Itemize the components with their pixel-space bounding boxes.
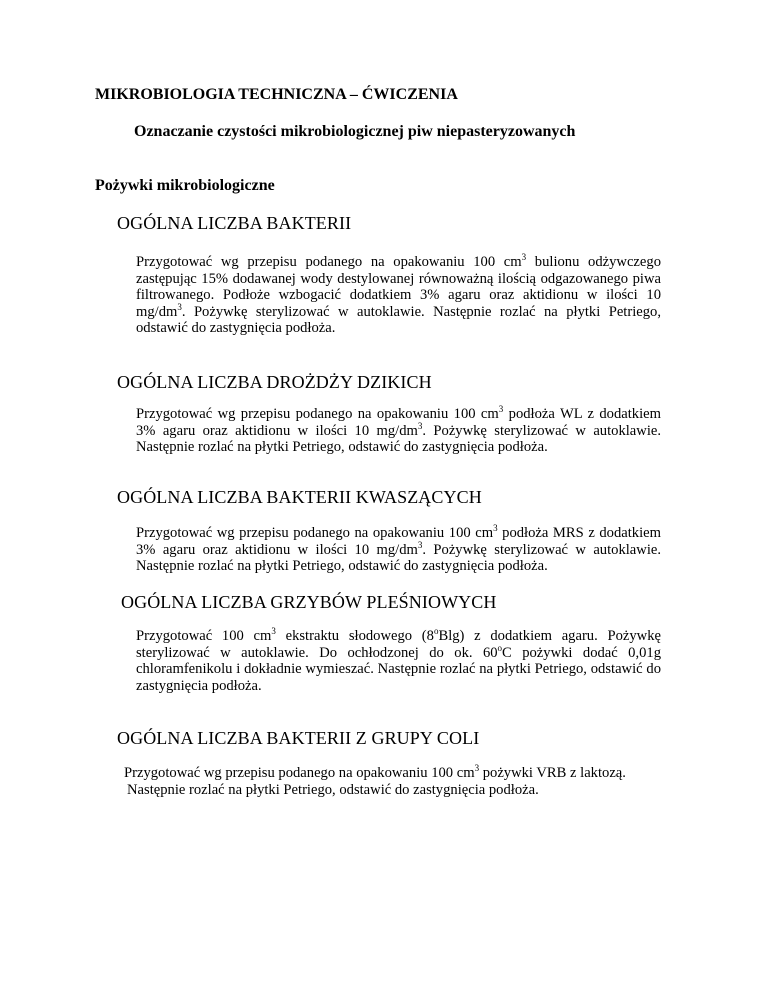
paragraph-bacteria-count	[136, 254, 661, 337]
heading-acid-bacteria-count: OGÓLNA LICZBA BAKTERII KWASZĄCYCH	[117, 487, 482, 507]
text-part: bulionu odżywczego zastępując 15% dodawanej wody destylowanej równoważną ilością odgazowanego piwa filtrowanego. Podłoże wzbogacić dodatkiem 3% agaru oraz aktidionu w ilości 10 mg/dm	[136, 254, 661, 320]
heading-coli-count: OGÓLNA LICZBA BAKTERII Z GRUPY COLI	[117, 728, 480, 748]
heading-wild-yeast-count: OGÓLNA LICZBA DROŻDŻY DZIKICH	[117, 372, 432, 392]
superscript: o	[497, 642, 503, 653]
text-part: Przygotować wg przepisu podanego na opakowaniu 100 cm	[136, 254, 522, 270]
text-part: ekstraktu słodowego (8	[275, 628, 434, 644]
superscript: 3	[177, 301, 182, 312]
paragraph-wild-yeast-count	[136, 406, 661, 456]
document-subtitle: Oznaczanie czystości mikrobiologicznej piw niepasteryzowanych	[134, 123, 576, 140]
text-part: . Pożywkę sterylizować w autoklawie. Następnie rozlać na płytki Petriego, odstawić do zastygnięcia podłoża.	[136, 303, 661, 336]
superscript: 3	[271, 626, 276, 636]
paragraph-coli-line-1	[124, 765, 626, 782]
superscript: 3	[521, 252, 527, 262]
superscript: 3	[474, 763, 480, 773]
heading-bacteria-count: OGÓLNA LICZBA BAKTERII	[117, 213, 352, 233]
superscript: 3	[493, 523, 498, 533]
superscript: 3	[417, 420, 423, 431]
heading-mold-count: OGÓLNA LICZBA GRZYBÓW PLEŚNIOWYCH	[121, 592, 497, 612]
text-part: Blg) z dodatkiem agaru. Pożywkę sterylizować w autoklawie. Do ochłodzonej do ok. 60	[136, 628, 661, 661]
text-part: Przygotować 100 cm	[136, 628, 272, 644]
text-part: podłoża MRS z dodatkiem 3% agaru oraz aktidionu w ilości 10 mg/dm	[136, 525, 661, 558]
superscript: 3	[498, 404, 504, 414]
superscript: 3	[417, 539, 423, 550]
section-title: Pożywki mikrobiologiczne	[95, 177, 275, 194]
superscript: o	[433, 626, 439, 636]
text-part: . Pożywkę sterylizować w autoklawie. Następnie rozlać na płytki Petriego, odstawić do zastygnięcia podłoża.	[136, 541, 662, 574]
text-part: Przygotować wg przepisu podanego na opakowaniu 100 cm	[136, 406, 499, 422]
text-part: . Pożywkę sterylizować w autoklawie. Następnie rozlać na płytki Petriego, odstawić do zastygnięcia podłoża.	[136, 422, 662, 455]
document-title: MIKROBIOLOGIA TECHNICZNA – ĆWICZENIA	[95, 86, 458, 103]
paragraph-mold-count	[136, 628, 661, 694]
text-part: Przygotować wg przepisu podanego na opakowaniu 100 cm	[136, 525, 494, 541]
text-part: C pożywki dodać 0,01g chloramfenikolu i dokładnie wymieszać. Następnie rozlać na płytki Petriego, odstawić do zastygnięcia podłoża.	[136, 644, 662, 694]
text-part: podłoża WL z dodatkiem 3% agaru oraz aktidionu w ilości 10 mg/dm	[136, 406, 661, 439]
paragraph-coli-line-2: Następnie rozlać na płytki Petriego, odstawić do zastygnięcia podłoża.	[127, 782, 539, 798]
paragraph-acid-bacteria-count	[136, 525, 661, 575]
text-part: pożywki VRB z laktozą.	[479, 765, 626, 781]
text-part: Przygotować wg przepisu podanego na opakowaniu 100 cm	[124, 765, 475, 781]
